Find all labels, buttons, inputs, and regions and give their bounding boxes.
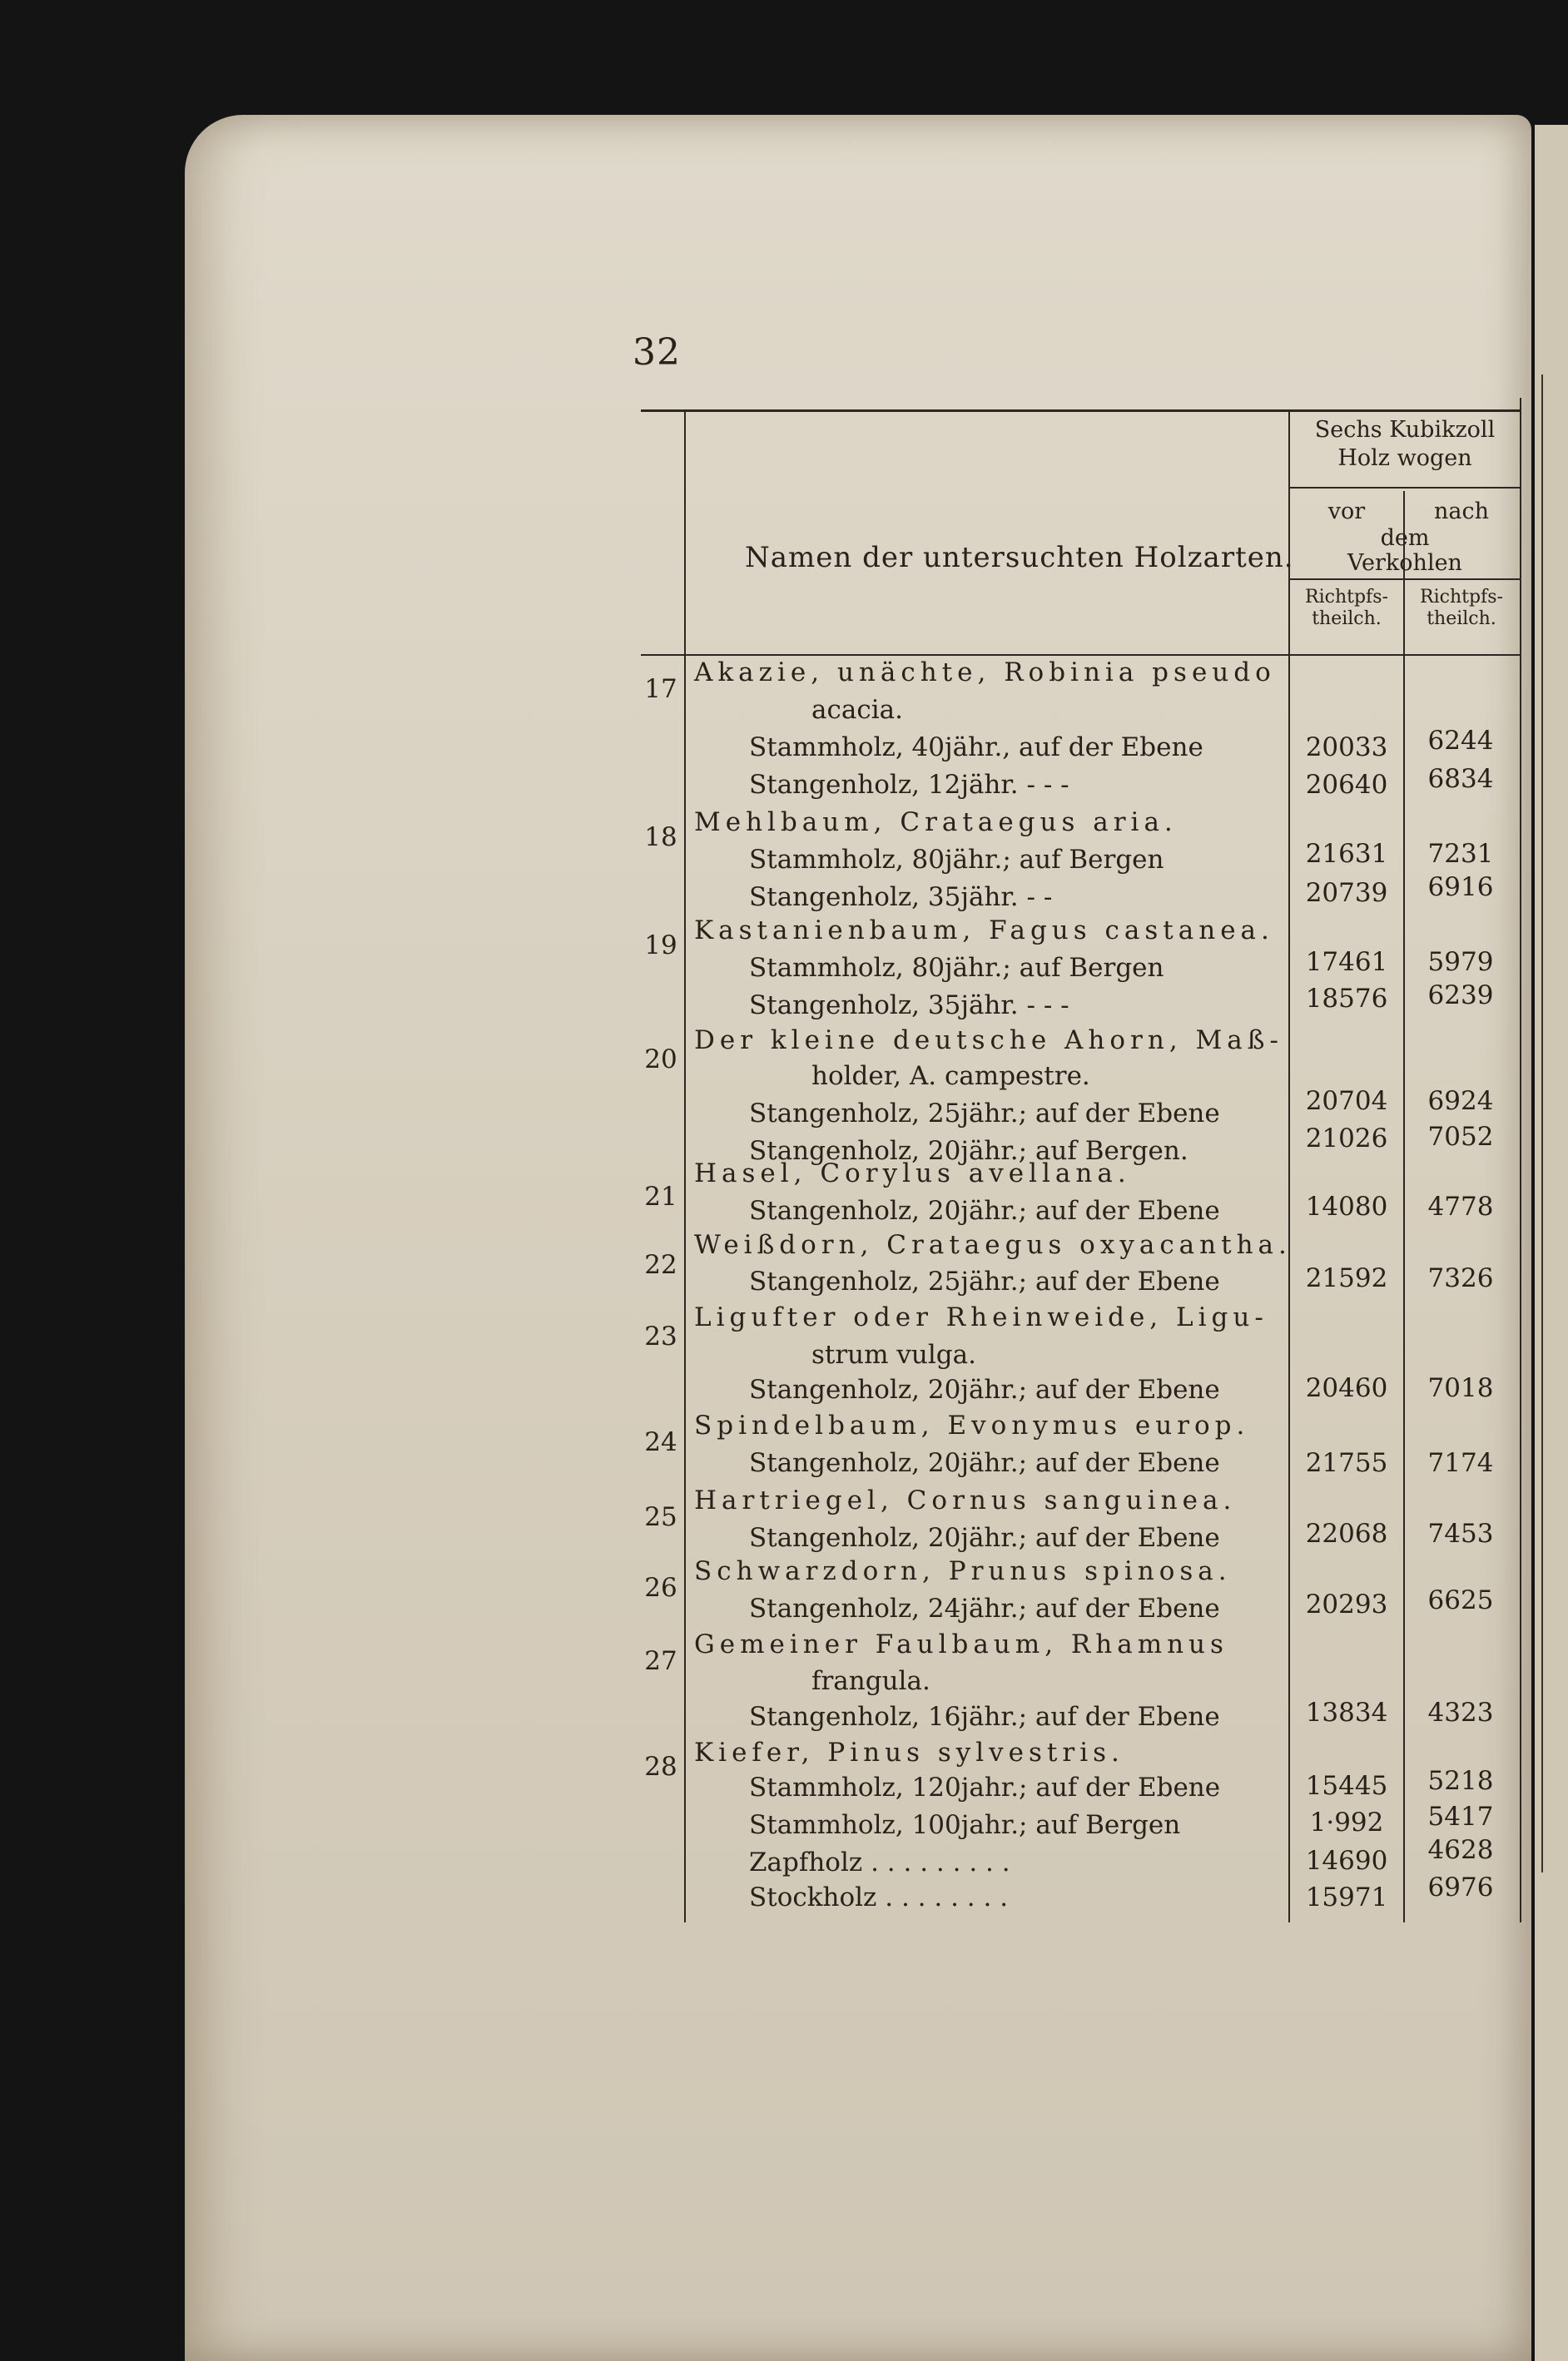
species-name-cont: holder, A. campestre. (811, 1061, 1090, 1091)
row-number: 26 (644, 1573, 677, 1603)
sample-description: Stangenholz, 16jähr.; auf der Ebene (749, 1702, 1220, 1732)
value-before: 20293 (1305, 1590, 1388, 1619)
unit-left: Richtpfs-theilch. (1305, 587, 1388, 629)
value-after: 7231 (1427, 839, 1494, 869)
species-name: Kiefer, Pinus sylvestris. (694, 1738, 1124, 1768)
species-name: Hartriegel, Cornus sanguinea. (694, 1486, 1237, 1515)
species-name: Kastanienbaum, Fagus castanea. (694, 915, 1274, 945)
col-line-right (1520, 398, 1521, 1922)
sample-description: Stangenholz, 35jähr. - - - (749, 990, 1069, 1020)
value-after: 6976 (1427, 1872, 1494, 1902)
sample-description: Stammholz, 120jahr.; auf der Ebene (749, 1773, 1221, 1803)
sample-description: Stangenholz, 12jähr. - - - (749, 770, 1069, 800)
value-before: 18576 (1305, 984, 1388, 1014)
sample-description: Stangenholz, 24jähr.; auf der Ebene (749, 1594, 1220, 1624)
sample-description: Stammholz, 40jähr., auf der Ebene (749, 732, 1203, 762)
value-after: 6916 (1427, 872, 1494, 902)
species-name: Mehlbaum, Crataegus aria. (694, 807, 1178, 837)
header-mid-top: dem (1380, 525, 1430, 551)
header-divider-1 (1288, 487, 1520, 489)
value-after: 5218 (1427, 1766, 1494, 1796)
value-after: 7326 (1427, 1263, 1494, 1293)
unit-right: Richtpfs-theilch. (1420, 587, 1503, 629)
species-name: Spindelbaum, Evonymus europ. (694, 1411, 1250, 1441)
sample-description: Stangenholz, 20jähr.; auf der Ebene (749, 1375, 1220, 1405)
next-page-edge (1535, 125, 1568, 2361)
col-line-left (684, 411, 686, 1922)
row-number: 24 (644, 1427, 677, 1457)
value-before: 21592 (1305, 1263, 1388, 1293)
value-after: 6239 (1427, 980, 1494, 1010)
species-name-cont: frangula. (811, 1666, 930, 1696)
value-after: 6924 (1427, 1086, 1494, 1116)
row-number: 25 (644, 1502, 677, 1532)
value-before: 21026 (1305, 1123, 1388, 1153)
species-name: Schwarzdorn, Prunus spinosa. (694, 1556, 1232, 1586)
species-name: Weißdorn, Crataegus oxyacantha. (694, 1230, 1292, 1260)
col-line-mid (1403, 491, 1405, 1922)
sample-description: Stangenholz, 20jähr.; auf Bergen. (749, 1136, 1188, 1166)
sample-description: Stammholz, 80jähr.; auf Bergen (749, 953, 1164, 983)
sample-description: Stangenholz, 20jähr.; auf der Ebene (749, 1523, 1220, 1553)
header-after: nach (1434, 498, 1489, 524)
value-before: 20460 (1305, 1373, 1388, 1403)
value-after: 7174 (1427, 1448, 1494, 1478)
value-before: 20704 (1305, 1086, 1388, 1116)
row-number: 17 (644, 674, 677, 704)
sample-description: Stammholz, 100jahr.; auf Bergen (749, 1810, 1181, 1840)
value-after: 7018 (1427, 1373, 1494, 1403)
row-number: 21 (644, 1182, 677, 1212)
value-before: 17461 (1305, 947, 1388, 977)
species-name: Hasel, Corylus avellana. (694, 1158, 1131, 1188)
species-name: Ligufter oder Rheinweide, Ligu- (694, 1302, 1268, 1332)
sample-description: Zapfholz . . . . . . . . . (749, 1848, 1010, 1877)
value-after: 6834 (1427, 764, 1494, 794)
sample-description: Stangenholz, 20jähr.; auf der Ebene (749, 1448, 1220, 1478)
value-after: 7052 (1427, 1122, 1494, 1152)
header-before: vor (1327, 498, 1366, 524)
species-name-cont: acacia. (811, 695, 903, 725)
row-number: 18 (644, 822, 677, 852)
value-after: 6244 (1427, 726, 1494, 756)
sample-description: Stangenholz, 25jähr.; auf der Ebene (749, 1267, 1220, 1297)
col-line-values (1288, 411, 1290, 1922)
value-after: 5979 (1427, 947, 1494, 977)
value-before: 21755 (1305, 1448, 1388, 1478)
value-after: 5417 (1427, 1802, 1494, 1832)
sample-description: Stockholz . . . . . . . . (749, 1882, 1009, 1912)
row-number: 23 (644, 1322, 677, 1352)
edge-rule (1541, 374, 1543, 1872)
row-number: 28 (644, 1752, 677, 1782)
value-before: 20033 (1305, 732, 1388, 762)
value-before: 20640 (1305, 770, 1388, 800)
header-bottom-rule (641, 654, 1520, 656)
value-before: 21631 (1305, 839, 1388, 869)
weight-header: Sechs Kubikzoll Holz wogen (1314, 417, 1496, 471)
sample-description: Stangenholz, 35jähr. - - (749, 882, 1053, 912)
top-rule (641, 409, 1520, 412)
value-before: 20739 (1305, 878, 1388, 908)
value-after: 6625 (1427, 1585, 1494, 1615)
row-number: 19 (644, 930, 677, 960)
value-before: 14690 (1305, 1846, 1388, 1876)
species-name: Der kleine deutsche Ahorn, Maß- (694, 1025, 1283, 1055)
row-number: 27 (644, 1646, 677, 1676)
value-before: 13834 (1305, 1698, 1388, 1728)
value-after: 4323 (1427, 1698, 1494, 1728)
species-name: Gemeiner Faulbaum, Rhamnus (694, 1629, 1228, 1659)
species-name: Akazie, unächte, Robinia pseudo (694, 657, 1276, 687)
value-after: 4628 (1427, 1835, 1494, 1865)
value-before: 14080 (1305, 1192, 1388, 1222)
page-number: 32 (633, 331, 681, 374)
value-after: 4778 (1427, 1192, 1494, 1222)
value-before: 22068 (1305, 1519, 1388, 1549)
row-number: 20 (644, 1044, 677, 1074)
sample-description: Stangenholz, 25jähr.; auf der Ebene (749, 1099, 1220, 1128)
value-before: 15445 (1305, 1771, 1388, 1801)
row-number: 22 (644, 1250, 677, 1280)
value-after: 7453 (1427, 1519, 1494, 1549)
species-name-cont: strum vulga. (811, 1340, 976, 1370)
value-before: 1·992 (1309, 1808, 1384, 1838)
column-title: Namen der untersuchten Holzarten. (745, 541, 1294, 574)
sample-description: Stammholz, 80jähr.; auf Bergen (749, 845, 1164, 875)
sample-description: Stangenholz, 20jähr.; auf der Ebene (749, 1196, 1220, 1226)
header-mid-bottom: Verkohlen (1347, 550, 1462, 576)
header-divider-2 (1288, 578, 1520, 580)
value-before: 15971 (1305, 1882, 1388, 1912)
